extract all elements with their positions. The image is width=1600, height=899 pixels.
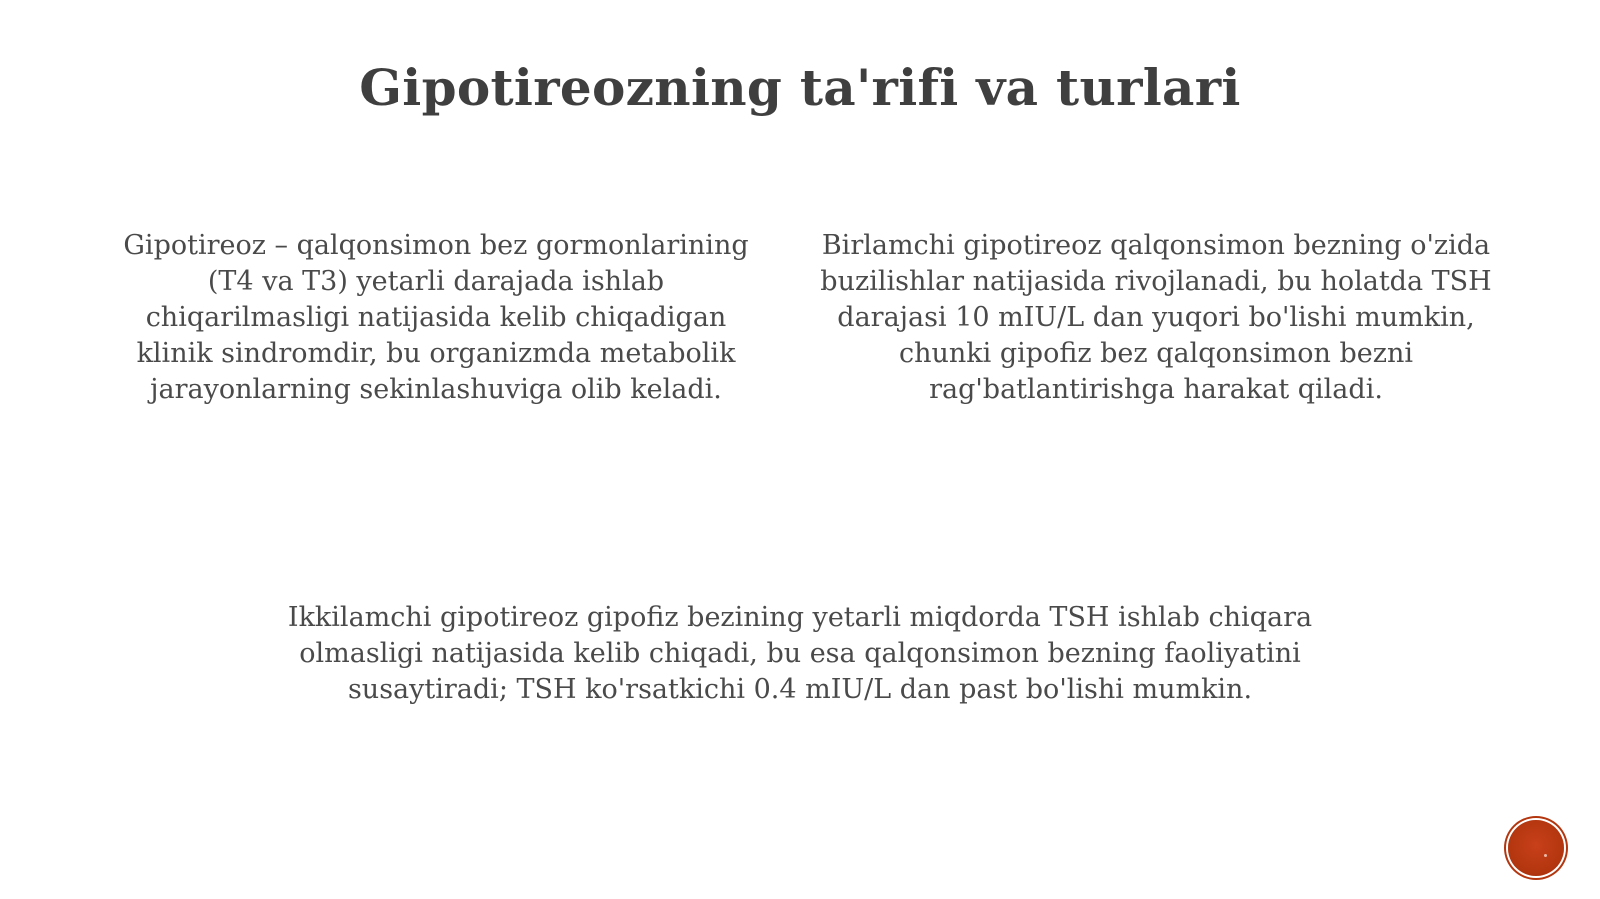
slide-title: Gipotireozning ta'rifi va turlari — [359, 58, 1241, 117]
primary-hypothyroidism-text: Birlamchi gipotireoz qalqonsimon bezning o'zida buzilishlar natijasida rivojlanadi, bu holatda TSH darajasi 10 mIU/L dan yuqori bo'lishi mumkin, chunki gipofiz bez qalqonsimon bezni rag'batlantirishga harakat qiladi. — [820, 230, 1492, 405]
circle-nav-icon — [1544, 854, 1547, 857]
secondary-hypothyroidism-text: Ikkilamchi gipotireoz gipofiz bezining yetarli miqdorda TSH ishlab chiqara olmasligi natijasida kelib chiqadi, bu esa qalqonsimon bezning faoliyatini susaytiradi; TSH ko'rsatkichi 0.4 mIU/L dan past bo'lishi mumkin. — [287, 602, 1313, 705]
definition-text: Gipotireoz – qalqonsimon bez gormonlarining (T4 va T3) yetarli darajada ishlab chiqarilmasligi natijasida kelib chiqadigan klinik sindromdir, bu organizmda metabolik jarayonlarning sekinlashuviga olib keladi. — [123, 230, 749, 405]
slide-nav-button[interactable] — [1508, 820, 1564, 876]
